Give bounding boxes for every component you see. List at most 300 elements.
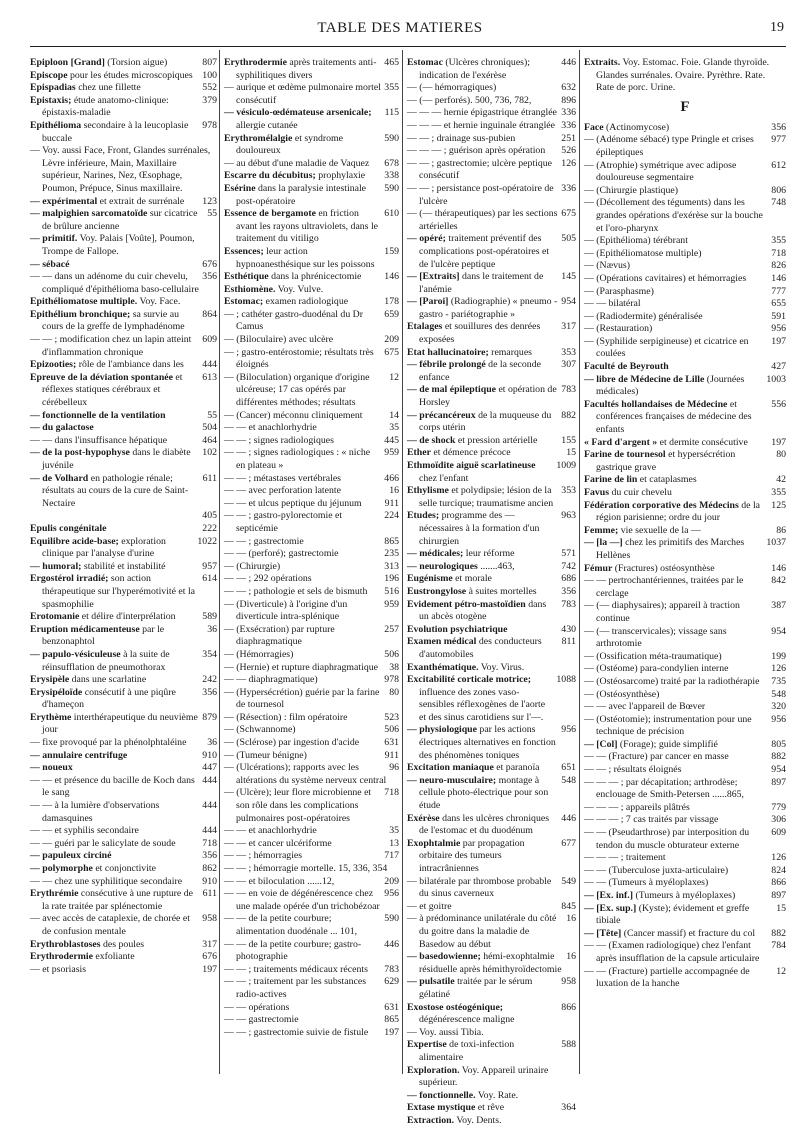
index-entry <box>30 850 217 863</box>
index-entry <box>407 976 576 1001</box>
entry-text <box>407 233 558 271</box>
index-entry <box>224 662 399 675</box>
entry-text <box>584 134 768 159</box>
index-entry <box>224 762 399 787</box>
entry-text <box>407 384 558 409</box>
entry-detail: — (Chirurgie) <box>224 560 281 572</box>
index-entry <box>584 134 786 159</box>
entry-detail: — (Hernie) et rupture diaphragmatique <box>224 661 378 673</box>
entry-text <box>224 183 381 208</box>
index-entry <box>224 296 399 309</box>
index-entry <box>30 422 217 435</box>
entry-detail: de la seconde enfance <box>419 359 541 383</box>
entry-detail: dans la phrénicectomie <box>268 271 362 283</box>
index-entry <box>224 561 399 574</box>
entry-text <box>584 160 768 185</box>
entry-text <box>407 624 558 637</box>
entry-headword: Epithélium bronchique; <box>30 308 131 320</box>
index-entry <box>584 676 786 689</box>
index-entry <box>407 838 576 876</box>
entry-page-ref: 718 <box>384 787 399 799</box>
index-entry <box>224 548 399 561</box>
entry-text <box>407 359 558 384</box>
index-entry <box>407 296 576 321</box>
index-entry <box>584 537 786 562</box>
entry-page-ref: 102 <box>202 447 217 459</box>
entry-detail: (Journées médicales) <box>596 373 745 398</box>
entry-headword: — vésiculo-œdémateuse arsenicale; <box>224 107 372 119</box>
entry-detail: — (Ostéosynthèse) <box>584 688 660 700</box>
entry-detail: — et goitre <box>407 900 452 912</box>
entry-text <box>224 712 381 725</box>
entry-detail: après traitements anti-syphilitiques divers <box>236 57 377 81</box>
entry-text <box>407 636 559 661</box>
index-entry <box>224 284 399 297</box>
entry-detail: — — (Tumeurs à myéloplaxes) <box>584 877 709 889</box>
entry-detail: programme des — nécessaires à la formation d'un chirurgien <box>419 510 540 547</box>
entry-page-ref: 36 <box>207 737 217 749</box>
index-entry <box>224 1027 399 1040</box>
entry-detail: dégénérescence maligne <box>419 1014 515 1026</box>
entry-detail: de toxi-infection alimentaire <box>419 1039 515 1063</box>
index-entry <box>584 928 786 941</box>
index-entry <box>30 271 217 296</box>
entry-detail: — — (Pseudarthrose) par interposition du tendon du muscle obturateur externe <box>584 827 750 851</box>
entry-detail: à la suite de réinsufflation de pneumothorax <box>42 648 170 673</box>
entry-text <box>407 1002 558 1027</box>
entry-headword: Face <box>584 121 604 133</box>
entry-detail: (Torsion aigue) <box>104 57 168 68</box>
index-entry <box>30 624 217 649</box>
entry-text <box>30 296 214 309</box>
entry-headword: — primitif. <box>30 233 78 245</box>
entry-page-ref: 882 <box>561 409 576 421</box>
index-entry <box>407 447 576 460</box>
entry-detail: — (Chirurgie plastique) <box>584 184 678 196</box>
entry-headword: Epispadias <box>30 82 76 94</box>
entry-text <box>224 347 381 372</box>
entry-detail: et opération de Horsley <box>419 384 557 409</box>
entry-text <box>30 70 199 83</box>
entry-detail: — (Ostéotomie); instrumentation pour une technique de précision <box>584 713 752 738</box>
index-entry <box>584 235 786 248</box>
entry-text <box>30 422 199 435</box>
index-entry <box>224 510 399 535</box>
index-entry <box>30 259 217 272</box>
entry-detail: chez les primitifs des Marches Hellènes <box>596 537 745 561</box>
index-entry <box>407 1115 576 1127</box>
index-entry <box>407 813 576 838</box>
index-entry <box>407 158 576 183</box>
entry-detail: — — et cancer ulcériforme <box>224 837 332 849</box>
entry-text <box>584 852 768 865</box>
entry-headword: — de la post-hypophyse <box>30 447 130 459</box>
index-entry <box>224 674 399 687</box>
entry-page-ref: 320 <box>771 701 786 713</box>
entry-detail: — (Nævus) <box>584 260 630 272</box>
entry-detail: — (— hémorragiques) <box>407 82 497 94</box>
entry-headword: Ethylisme <box>407 485 449 497</box>
entry-text <box>30 624 204 649</box>
index-entry <box>407 133 576 146</box>
entry-detail: (Fractures) ostéosynthèse <box>612 562 715 574</box>
entry-detail: — — pertrochantériennes, traitées par le cerclage <box>584 575 744 599</box>
index-entry <box>407 636 576 661</box>
index-entry <box>407 95 576 108</box>
index-entry <box>407 510 576 548</box>
entry-page-ref: 12 <box>776 965 786 977</box>
entry-text <box>407 724 558 762</box>
index-entry <box>584 701 786 714</box>
entry-text <box>30 57 199 70</box>
index-entry <box>584 940 786 965</box>
entry-page-ref: 956 <box>384 888 399 900</box>
entry-text <box>407 586 558 599</box>
entry-text <box>224 82 381 107</box>
entry-headword: — noueux <box>30 762 73 774</box>
entry-detail: par propagation orbitaire des tumeurs intracrâniennes <box>419 837 525 874</box>
entry-headword: Extase mystique <box>407 1102 476 1114</box>
index-entry <box>30 561 217 574</box>
entry-text <box>584 57 783 95</box>
entry-detail: et souillures des denrées exposées <box>419 321 541 346</box>
entry-page-ref: 865 <box>384 535 399 547</box>
entry-text <box>30 359 199 372</box>
index-entry <box>224 863 399 876</box>
entry-text <box>224 825 386 838</box>
entry-text <box>584 273 768 286</box>
index-entry <box>584 298 786 311</box>
entry-headword: Epizooties; <box>30 359 77 371</box>
entry-text <box>30 674 199 687</box>
entry-headword: Epreuve de la déviation spontanée <box>30 371 173 383</box>
entry-page-ref: 15 <box>566 447 576 459</box>
entry-detail: — — ; pathologie et sels de bismuth <box>224 585 368 597</box>
entry-page-ref: 590 <box>384 182 399 194</box>
index-entry <box>224 309 399 334</box>
index-entry <box>224 850 399 863</box>
index-entry <box>224 498 399 511</box>
entry-headword: — sébacé <box>30 258 70 270</box>
entry-text <box>584 764 768 777</box>
entry-text <box>30 259 199 272</box>
entry-headword: Esérine <box>224 182 256 194</box>
entry-text <box>30 913 199 938</box>
entry-detail: — — ; gastrectomie; ulcère peptique consécutif <box>407 157 552 182</box>
entry-page-ref: 35 <box>389 422 399 434</box>
entry-page-ref: 146 <box>384 271 399 283</box>
entry-page-ref: 336 <box>561 182 576 194</box>
index-entry <box>224 435 399 448</box>
index-entry <box>407 1027 576 1040</box>
index-entry <box>224 750 399 763</box>
entry-page-ref: 612 <box>771 159 786 171</box>
entry-detail: — — (Fracture) par cancer en masse <box>584 751 729 763</box>
entry-detail: — (Ostéome) para-condylien interne <box>584 663 729 675</box>
entry-text <box>584 600 768 625</box>
entry-text <box>224 850 381 863</box>
entry-detail: — — — ; traitement <box>584 852 666 864</box>
entry-page-ref: 959 <box>384 447 399 459</box>
entry-page-ref: 897 <box>771 890 786 901</box>
entry-text <box>30 573 199 611</box>
entry-text <box>30 825 199 838</box>
entry-text <box>407 447 563 460</box>
entry-headword: Etudes; <box>407 510 440 522</box>
entry-headword: — précancéreux <box>407 409 476 421</box>
entry-headword: — neurologiques <box>407 560 478 572</box>
index-entry <box>584 399 786 437</box>
index-entry <box>30 712 217 737</box>
entry-text <box>584 311 768 324</box>
index-entry <box>584 764 786 777</box>
index-entry <box>224 246 399 271</box>
index-entry <box>407 951 576 976</box>
entry-text <box>30 687 199 712</box>
entry-headword: — libre de Médecine de Lille <box>584 373 705 385</box>
entry-detail: — aurique et œdème pulmonaire mortel consécutif <box>224 82 381 106</box>
entry-text <box>584 449 773 474</box>
entry-page-ref: 632 <box>561 82 576 94</box>
entry-page-ref: 866 <box>771 877 786 889</box>
index-entry <box>407 120 576 133</box>
index-entry <box>584 361 786 374</box>
entry-detail: — (Syphilide serpigineuse) et cicatrice en coulées <box>584 335 749 360</box>
entry-detail: — — — ; par décapitation; arthrodèse; enclouage de Smith-Petersen ......865, <box>584 776 745 801</box>
entry-detail: — — et présence du bacille de Koch dans le sang <box>30 774 195 799</box>
entry-page-ref: 1022 <box>197 535 217 547</box>
entry-page-ref: 784 <box>771 940 786 952</box>
entry-text <box>407 435 558 448</box>
entry-text <box>584 714 768 739</box>
entry-detail: — — ; traitements médicaux récents <box>224 963 368 975</box>
entry-text <box>30 649 199 674</box>
entry-detail: — — et biloculation ......12, <box>224 875 335 887</box>
entry-page-ref: 197 <box>771 335 786 347</box>
entry-text <box>224 536 381 549</box>
index-entry <box>30 800 217 825</box>
entry-headword: Evidement pétro-mastoïdien <box>407 598 526 610</box>
entry-page-ref: 866 <box>561 1001 576 1013</box>
entry-text <box>30 196 199 209</box>
entry-page-ref: 446 <box>384 938 399 950</box>
entry-headword: Erythrodermie <box>30 951 93 963</box>
entry-detail: — — ; métastases vertébrales <box>224 472 341 484</box>
entry-page-ref: 556 <box>771 398 786 410</box>
entry-page-ref: 364 <box>561 1102 576 1114</box>
entry-page-ref: 611 <box>202 888 217 900</box>
index-entry <box>407 57 576 82</box>
entry-detail: — — ; signes radiologiques : « niche en plateau » <box>224 447 371 471</box>
entry-text <box>224 724 381 737</box>
entry-text <box>584 286 768 299</box>
index-entry <box>584 714 786 739</box>
entry-text <box>407 296 558 321</box>
index-entry <box>30 410 217 423</box>
index-entry <box>584 323 786 336</box>
entry-detail: — — gastrectomie <box>224 1014 299 1026</box>
entry-headword: Farine de tournesol <box>584 449 666 461</box>
entry-detail: — — ; drainage sus-pubien <box>407 132 516 144</box>
entry-detail: — (Atrophie) symétrique avec adipose douloureuse segmentaire <box>584 159 737 184</box>
entry-detail: et conjonctivite <box>92 863 156 874</box>
entry-page-ref: 911 <box>384 749 399 761</box>
entry-detail: — (Hypersécrétion) guérie par la farine de tournesol <box>224 686 380 711</box>
entry-text <box>30 939 199 952</box>
entry-detail: — (— thérapeutiques) par les sections artérielles <box>407 208 558 232</box>
entry-page-ref: 465 <box>384 57 399 68</box>
index-entry <box>407 1090 576 1103</box>
index-entry <box>30 309 217 334</box>
entry-page-ref: 954 <box>561 296 576 308</box>
entry-text <box>584 802 768 815</box>
entry-detail: — (Opérations cavitaires) et hémorragies <box>584 272 747 284</box>
entry-detail: — — ; hémorragies <box>224 850 303 862</box>
entry-detail: — — ; hémorragie mortelle. 15, 336, 354 <box>224 863 388 874</box>
entry-page-ref: 96 <box>389 762 399 774</box>
entry-page-ref: 571 <box>561 548 576 560</box>
entry-page-ref: 196 <box>384 573 399 585</box>
index-entry <box>584 336 786 361</box>
entry-detail: — — diaphragmatique) <box>224 674 318 686</box>
entry-page-ref: 356 <box>202 686 217 698</box>
entry-detail: — (Adénome sébacé) type Pringle et crises épileptiques <box>584 134 754 158</box>
entry-detail: des conducteurs d'automobiles <box>419 636 542 660</box>
entry-text <box>584 814 768 827</box>
entry-detail: et morale <box>452 573 492 585</box>
entry-detail: et conférences françaises de médecine des enfants <box>596 398 752 436</box>
entry-text <box>224 1027 381 1040</box>
index-entry <box>30 888 217 913</box>
entry-detail: par le benzonaphtol <box>42 623 165 648</box>
index-entry <box>407 208 576 233</box>
entry-text <box>224 158 381 171</box>
entry-detail: — — ; résultats éloignés <box>584 764 682 776</box>
entry-text <box>407 662 573 675</box>
index-entry <box>584 751 786 764</box>
entry-text <box>584 865 768 878</box>
entry-text <box>224 762 386 787</box>
index-entry <box>30 296 217 309</box>
index-entry <box>224 1002 399 1015</box>
entry-headword: Erysipéloïde <box>30 686 83 698</box>
entry-text <box>224 913 381 938</box>
entry-headword: Epithélioma <box>30 119 82 131</box>
entry-headword: Excitation maniaque <box>407 762 494 774</box>
entry-page-ref: 807 <box>202 57 217 68</box>
entry-page-ref: 864 <box>202 308 217 320</box>
entry-page-ref: 146 <box>771 272 786 284</box>
entry-detail: et polydipsie; lésion de la selle turcique; traumatisme ancien <box>419 485 554 509</box>
entry-page-ref: 444 <box>202 825 217 837</box>
entry-text <box>407 1065 573 1090</box>
page-header <box>0 0 800 40</box>
index-entry <box>30 523 217 536</box>
entry-text <box>584 877 768 890</box>
entry-text <box>224 939 381 964</box>
entry-text <box>584 122 768 135</box>
entry-detail: (Forage); guide simplifié <box>617 738 718 750</box>
entry-page-ref: 742 <box>561 560 576 572</box>
entry-detail: — — ; signes radiologiques <box>224 434 334 446</box>
index-entry <box>224 876 399 889</box>
index-entry <box>407 624 576 637</box>
index-entry <box>584 600 786 625</box>
section-letter: F <box>680 98 690 115</box>
entry-page-ref: 956 <box>771 323 786 335</box>
entry-text <box>407 775 558 813</box>
entry-text <box>224 586 381 599</box>
entry-detail: — (Restauration) <box>584 323 653 335</box>
entry-text <box>407 145 558 158</box>
entry-text <box>30 309 199 334</box>
entry-text <box>407 1102 558 1115</box>
entry-headword: Epistaxis; <box>30 94 72 106</box>
entry-headword: Femme; <box>584 524 619 536</box>
entry-page-ref: 717 <box>384 850 399 862</box>
entry-detail: dans un abcès otogène <box>419 598 547 623</box>
entry-page-ref: 257 <box>384 623 399 635</box>
entry-page-ref: 675 <box>384 346 399 358</box>
entry-text <box>30 410 204 423</box>
index-entry <box>584 437 786 450</box>
entry-headword: — fonctionnelle. <box>407 1089 476 1101</box>
entry-text <box>407 485 558 510</box>
entry-text <box>407 876 558 901</box>
entry-headword: Ether <box>407 447 431 459</box>
index-entry <box>224 724 399 737</box>
entry-detail: remarques <box>488 346 532 358</box>
entry-page-ref: 445 <box>384 434 399 446</box>
entry-page-ref: 209 <box>384 875 399 887</box>
entry-page-ref: 338 <box>384 170 399 182</box>
entry-detail: — (Cancer) méconnu cliniquement <box>224 409 363 421</box>
entry-headword: — de Volhard <box>30 472 89 484</box>
index-entry <box>407 1102 576 1115</box>
entry-headword: Estomac; <box>224 296 264 308</box>
index-entry <box>224 82 399 107</box>
entry-headword: Extraction. <box>407 1114 455 1126</box>
entry-text <box>584 235 768 248</box>
entry-page-ref: 379 <box>202 94 217 106</box>
entry-text <box>224 838 386 851</box>
entry-detail: traitée par le sérum gélatiné <box>419 976 533 1000</box>
entry-detail: sa survie au cours de la greffe de lymphadénome <box>42 308 185 333</box>
index-entry <box>584 802 786 815</box>
entry-text <box>224 964 381 977</box>
entry-headword: Farine de lin <box>584 474 638 486</box>
entry-text <box>584 676 768 689</box>
entry-headword: — physiologique <box>407 724 477 736</box>
index-entry <box>407 876 576 901</box>
index-entry <box>30 70 217 83</box>
entry-detail: — — et anachlorhydrie <box>224 422 317 434</box>
entry-text <box>584 903 773 928</box>
index-entry <box>30 435 217 448</box>
index-entry <box>584 865 786 878</box>
entry-page-ref: 590 <box>384 913 399 925</box>
index-entry <box>407 548 576 561</box>
entry-detail: — Voy. aussi Face, Front, Glandes surrénales, Lèvre inférieure, Main, Maxillaire supérieur, Narines, Nez, Œsophage, Poumon, Prépuce, Sinus maxillaire. <box>30 145 211 194</box>
index-entry <box>30 825 217 838</box>
index-entry <box>407 107 576 120</box>
entry-headword: — de mal épileptique <box>407 384 496 396</box>
index-entry <box>407 82 576 95</box>
entry-detail: — — de la petite courbure; alimentation duodénale ... 101, <box>224 913 358 937</box>
entry-text <box>30 271 199 296</box>
entry-page-ref: 806 <box>771 184 786 196</box>
entry-text <box>407 57 558 82</box>
